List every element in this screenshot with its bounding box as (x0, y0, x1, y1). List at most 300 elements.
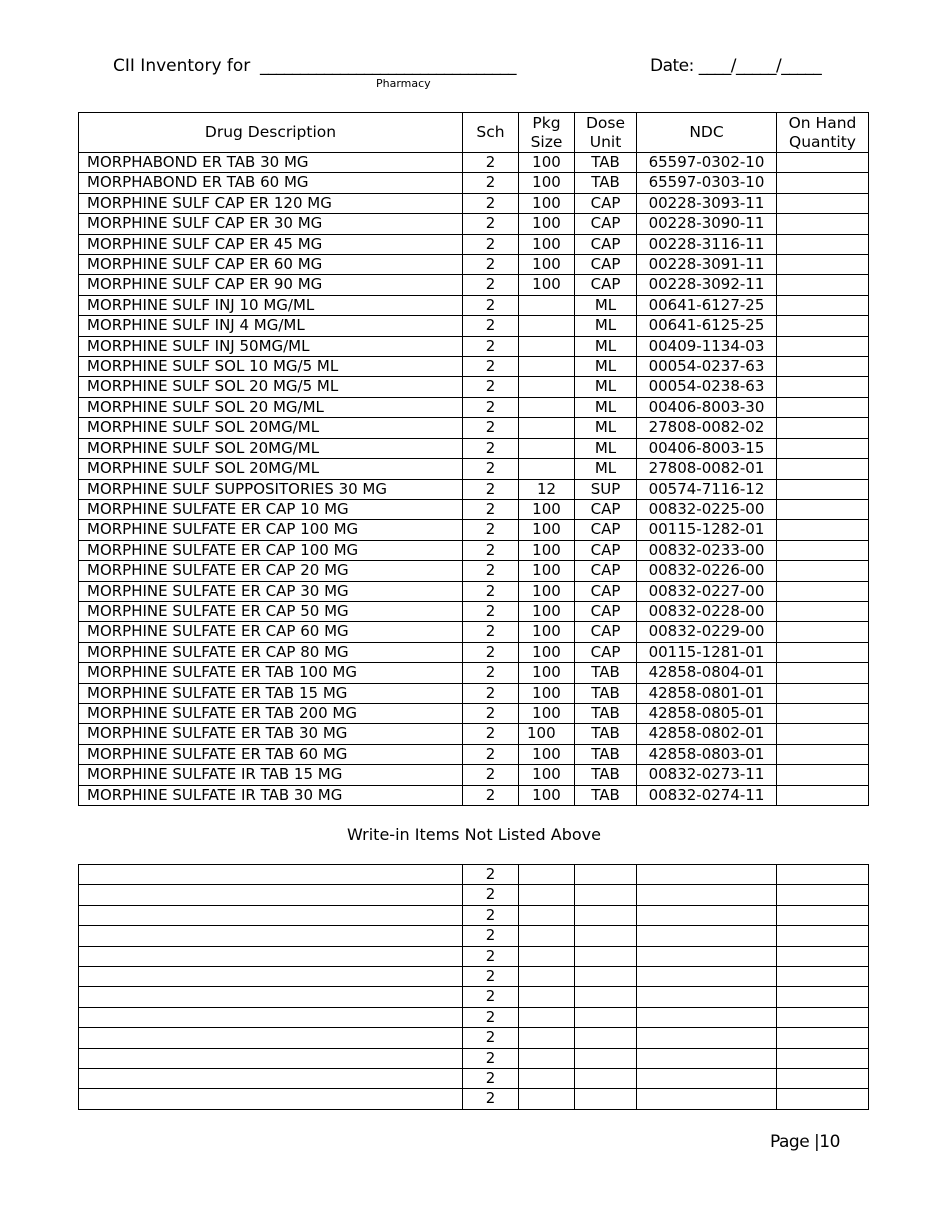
table-row (79, 173, 869, 193)
schedule-cell: 2 (463, 765, 519, 785)
dose-unit-cell: ML (575, 316, 637, 336)
writein-section-title: Write-in Items Not Listed Above (347, 825, 601, 844)
ndc-cell: 42858-0802-01 (637, 724, 777, 744)
writein-schedule-cell: 2 (463, 967, 519, 987)
drug-description-cell: MORPHINE SULFATE ER TAB 100 MG (79, 663, 463, 683)
dose-unit-cell: CAP (575, 214, 637, 234)
table-row (79, 316, 869, 336)
writein-description-cell[interactable] (79, 946, 463, 966)
ndc-cell: 00054-0238-63 (637, 377, 777, 397)
pharmacy-name-field[interactable]: ________________________________ (260, 56, 516, 76)
writein-description-cell[interactable] (79, 1007, 463, 1027)
schedule-cell: 2 (463, 459, 519, 479)
drug-description-cell: MORPHINE SULFATE ER TAB 15 MG (79, 683, 463, 703)
writein-pkg-size-cell[interactable] (519, 865, 575, 885)
dose-unit-cell: CAP (575, 193, 637, 213)
writein-pkg-size-cell[interactable] (519, 1007, 575, 1027)
table-row (79, 479, 869, 499)
writein-row (79, 1069, 869, 1089)
writein-ndc-cell[interactable] (637, 1007, 777, 1027)
writein-table (78, 864, 869, 1110)
pkg-size-cell (519, 377, 575, 397)
dose-header-line2: Unit (589, 132, 622, 151)
dose-unit-cell: SUP (575, 479, 637, 499)
dose-unit-cell: CAP (575, 581, 637, 601)
pkg-size-cell (519, 336, 575, 356)
writein-schedule-cell: 2 (463, 1048, 519, 1068)
writein-schedule-cell: 2 (463, 987, 519, 1007)
on-hand-quantity-cell[interactable] (777, 642, 869, 662)
writein-pkg-size-cell[interactable] (519, 926, 575, 946)
schedule-cell: 2 (463, 397, 519, 417)
on-hand-quantity-cell[interactable] (777, 438, 869, 458)
writein-schedule-cell: 2 (463, 1069, 519, 1089)
writein-dose-unit-cell[interactable] (575, 1069, 637, 1089)
drug-description-cell: MORPHINE SULFATE ER TAB 60 MG (79, 744, 463, 764)
writein-ndc-cell[interactable] (637, 946, 777, 966)
on-hand-quantity-cell[interactable] (777, 193, 869, 213)
schedule-cell: 2 (463, 193, 519, 213)
date-field[interactable]: Date: ____/_____/_____ (650, 56, 822, 76)
writein-quantity-cell[interactable] (777, 1007, 869, 1027)
onhand-header-line1: On Hand (788, 113, 857, 132)
pkg-size-cell: 100 (519, 214, 575, 234)
table-row (79, 581, 869, 601)
writein-row (79, 1089, 869, 1109)
drug-description-cell: MORPHINE SULFATE ER CAP 20 MG (79, 561, 463, 581)
table-row (79, 295, 869, 315)
schedule-cell: 2 (463, 663, 519, 683)
schedule-cell: 2 (463, 561, 519, 581)
pkg-size-cell (519, 316, 575, 336)
on-hand-quantity-cell[interactable] (777, 397, 869, 417)
writein-pkg-size-cell[interactable] (519, 1069, 575, 1089)
ndc-cell: 00054-0237-63 (637, 357, 777, 377)
drug-description-cell: MORPHINE SULF CAP ER 60 MG (79, 255, 463, 275)
writein-dose-unit-cell[interactable] (575, 987, 637, 1007)
table-row (79, 234, 869, 254)
writein-dose-unit-cell[interactable] (575, 905, 637, 925)
ndc-cell: 00832-0227-00 (637, 581, 777, 601)
schedule-cell: 2 (463, 255, 519, 275)
on-hand-quantity-cell[interactable] (777, 683, 869, 703)
pkg-size-cell (519, 357, 575, 377)
column-header-dose-unit (575, 113, 637, 153)
on-hand-quantity-cell[interactable] (777, 377, 869, 397)
dose-unit-cell: TAB (575, 153, 637, 173)
on-hand-quantity-cell[interactable] (777, 520, 869, 540)
pkg-header-line2: Size (530, 132, 563, 151)
ndc-cell: 27808-0082-01 (637, 459, 777, 479)
on-hand-quantity-cell[interactable] (777, 785, 869, 805)
ndc-cell: 42858-0804-01 (637, 663, 777, 683)
drug-description-cell: MORPHINE SULF INJ 10 MG/ML (79, 295, 463, 315)
ndc-cell: 42858-0805-01 (637, 703, 777, 723)
writein-row (79, 926, 869, 946)
writein-pkg-size-cell[interactable] (519, 967, 575, 987)
ndc-cell: 65597-0303-10 (637, 173, 777, 193)
pkg-size-cell: 100 (519, 561, 575, 581)
writein-quantity-cell[interactable] (777, 905, 869, 925)
on-hand-quantity-cell[interactable] (777, 601, 869, 621)
writein-row (79, 946, 869, 966)
writein-quantity-cell[interactable] (777, 946, 869, 966)
ndc-cell: 27808-0082-02 (637, 418, 777, 438)
writein-quantity-cell[interactable] (777, 967, 869, 987)
dose-unit-cell: ML (575, 295, 637, 315)
writein-dose-unit-cell[interactable] (575, 967, 637, 987)
on-hand-quantity-cell[interactable] (777, 479, 869, 499)
on-hand-quantity-cell[interactable] (777, 214, 869, 234)
onhand-header-line2: Quantity (789, 132, 856, 151)
writein-schedule-cell: 2 (463, 1089, 519, 1109)
writein-description-cell[interactable] (79, 865, 463, 885)
drug-description-cell: MORPHINE SULFATE ER CAP 10 MG (79, 499, 463, 519)
column-header-on-hand (777, 113, 869, 153)
on-hand-quantity-cell[interactable] (777, 765, 869, 785)
writein-dose-unit-cell[interactable] (575, 1007, 637, 1027)
column-header-description: Drug Description (79, 113, 463, 153)
schedule-cell: 2 (463, 601, 519, 621)
writein-description-cell[interactable] (79, 1069, 463, 1089)
writein-schedule-cell: 2 (463, 865, 519, 885)
pkg-size-cell: 100 (519, 255, 575, 275)
on-hand-quantity-cell[interactable] (777, 581, 869, 601)
dose-unit-cell: ML (575, 397, 637, 417)
writein-schedule-cell: 2 (463, 926, 519, 946)
ndc-cell: 00832-0225-00 (637, 499, 777, 519)
drug-description-cell: MORPHINE SULF SOL 20MG/ML (79, 459, 463, 479)
ndc-cell: 00228-3091-11 (637, 255, 777, 275)
writein-dose-unit-cell[interactable] (575, 926, 637, 946)
dose-unit-cell: TAB (575, 173, 637, 193)
pkg-size-cell: 100 (519, 540, 575, 560)
on-hand-quantity-cell[interactable] (777, 663, 869, 683)
on-hand-quantity-cell[interactable] (777, 173, 869, 193)
drug-description-cell: MORPHINE SULFATE IR TAB 30 MG (79, 785, 463, 805)
schedule-cell: 2 (463, 173, 519, 193)
dose-unit-cell: CAP (575, 499, 637, 519)
inventory-table (78, 112, 869, 806)
ndc-cell: 00406-8003-30 (637, 397, 777, 417)
on-hand-quantity-cell[interactable] (777, 703, 869, 723)
writein-quantity-cell[interactable] (777, 1028, 869, 1048)
writein-ndc-cell[interactable] (637, 865, 777, 885)
writein-pkg-size-cell[interactable] (519, 1028, 575, 1048)
on-hand-quantity-cell[interactable] (777, 357, 869, 377)
schedule-cell: 2 (463, 703, 519, 723)
writein-pkg-size-cell[interactable] (519, 946, 575, 966)
writein-dose-unit-cell[interactable] (575, 946, 637, 966)
on-hand-quantity-cell[interactable] (777, 622, 869, 642)
dose-unit-cell: TAB (575, 703, 637, 723)
dose-unit-cell: TAB (575, 785, 637, 805)
writein-quantity-cell[interactable] (777, 926, 869, 946)
column-header-sch: Sch (463, 113, 519, 153)
table-row (79, 153, 869, 173)
table-row (79, 785, 869, 805)
pkg-size-cell: 100 (519, 683, 575, 703)
drug-description-cell: MORPHINE SULF CAP ER 120 MG (79, 193, 463, 213)
drug-description-cell: MORPHINE SULFATE ER CAP 100 MG (79, 540, 463, 560)
table-row (79, 357, 869, 377)
writein-description-cell[interactable] (79, 967, 463, 987)
writein-description-cell[interactable] (79, 926, 463, 946)
schedule-cell: 2 (463, 234, 519, 254)
schedule-cell: 2 (463, 438, 519, 458)
table-row (79, 561, 869, 581)
writein-schedule-cell: 2 (463, 946, 519, 966)
dose-unit-cell: ML (575, 438, 637, 458)
dose-unit-cell: CAP (575, 622, 637, 642)
writein-ndc-cell[interactable] (637, 1048, 777, 1068)
drug-description-cell: MORPHINE SULFATE ER TAB 30 MG (79, 724, 463, 744)
writein-description-cell[interactable] (79, 1089, 463, 1109)
form-title: CII Inventory for (113, 56, 251, 76)
on-hand-quantity-cell[interactable] (777, 724, 869, 744)
schedule-cell: 2 (463, 479, 519, 499)
ndc-cell: 00832-0226-00 (637, 561, 777, 581)
ndc-cell: 00574-7116-12 (637, 479, 777, 499)
writein-pkg-size-cell[interactable] (519, 885, 575, 905)
dose-unit-cell: ML (575, 418, 637, 438)
on-hand-quantity-cell[interactable] (777, 744, 869, 764)
dose-unit-cell: CAP (575, 275, 637, 295)
table-row (79, 336, 869, 356)
drug-description-cell: MORPHINE SULFATE ER CAP 30 MG (79, 581, 463, 601)
table-row (79, 275, 869, 295)
dose-unit-cell: TAB (575, 724, 637, 744)
table-row (79, 193, 869, 213)
schedule-cell: 2 (463, 499, 519, 519)
table-row (79, 601, 869, 621)
pkg-size-cell: 100 (519, 275, 575, 295)
dose-unit-cell: ML (575, 459, 637, 479)
dose-unit-cell: ML (575, 377, 637, 397)
pkg-size-cell (519, 295, 575, 315)
pkg-size-cell (519, 459, 575, 479)
ndc-cell: 00832-0228-00 (637, 601, 777, 621)
table-row (79, 622, 869, 642)
table-row (79, 499, 869, 519)
drug-description-cell: MORPHINE SULF SOL 20MG/ML (79, 418, 463, 438)
dose-unit-cell: CAP (575, 520, 637, 540)
pkg-size-cell: 100 (519, 663, 575, 683)
writein-dose-unit-cell[interactable] (575, 865, 637, 885)
pkg-size-cell: 100 (519, 601, 575, 621)
ndc-cell: 00115-1282-01 (637, 520, 777, 540)
writein-ndc-cell[interactable] (637, 1089, 777, 1109)
ndc-cell: 00832-0233-00 (637, 540, 777, 560)
drug-description-cell: MORPHINE SULF SUPPOSITORIES 30 MG (79, 479, 463, 499)
writein-ndc-cell[interactable] (637, 905, 777, 925)
on-hand-quantity-cell[interactable] (777, 418, 869, 438)
table-row (79, 642, 869, 662)
writein-pkg-size-cell[interactable] (519, 905, 575, 925)
on-hand-quantity-cell[interactable] (777, 153, 869, 173)
table-row (79, 459, 869, 479)
schedule-cell: 2 (463, 744, 519, 764)
dose-unit-cell: TAB (575, 683, 637, 703)
ndc-cell: 00228-3093-11 (637, 193, 777, 213)
writein-quantity-cell[interactable] (777, 987, 869, 1007)
pkg-size-cell: 100 (519, 622, 575, 642)
pkg-size-cell (519, 397, 575, 417)
schedule-cell: 2 (463, 785, 519, 805)
writein-description-cell[interactable] (79, 885, 463, 905)
writein-dose-unit-cell[interactable] (575, 1089, 637, 1109)
drug-description-cell: MORPHINE SULF INJ 4 MG/ML (79, 316, 463, 336)
dose-unit-cell: TAB (575, 765, 637, 785)
pkg-size-cell: 12 (519, 479, 575, 499)
table-row (79, 663, 869, 683)
writein-row (79, 1028, 869, 1048)
schedule-cell: 2 (463, 214, 519, 234)
table-row (79, 724, 869, 744)
writein-pkg-size-cell[interactable] (519, 987, 575, 1007)
pharmacy-label: Pharmacy (376, 77, 431, 90)
drug-description-cell: MORPHABOND ER TAB 30 MG (79, 153, 463, 173)
pkg-size-cell: 100 (519, 173, 575, 193)
on-hand-quantity-cell[interactable] (777, 336, 869, 356)
dose-unit-cell: ML (575, 357, 637, 377)
on-hand-quantity-cell[interactable] (777, 499, 869, 519)
ndc-cell: 00641-6127-25 (637, 295, 777, 315)
writein-ndc-cell[interactable] (637, 1028, 777, 1048)
pkg-size-cell: 100 (519, 581, 575, 601)
dose-unit-cell: CAP (575, 234, 637, 254)
drug-description-cell: MORPHINE SULFATE ER CAP 50 MG (79, 601, 463, 621)
drug-description-cell: MORPHINE SULF SOL 20 MG/ML (79, 397, 463, 417)
schedule-cell: 2 (463, 357, 519, 377)
on-hand-quantity-cell[interactable] (777, 275, 869, 295)
writein-quantity-cell[interactable] (777, 885, 869, 905)
on-hand-quantity-cell[interactable] (777, 234, 869, 254)
drug-description-cell: MORPHINE SULF SOL 20 MG/5 ML (79, 377, 463, 397)
ndc-cell: 65597-0302-10 (637, 153, 777, 173)
writein-ndc-cell[interactable] (637, 967, 777, 987)
writein-quantity-cell[interactable] (777, 1089, 869, 1109)
writein-pkg-size-cell[interactable] (519, 1089, 575, 1109)
on-hand-quantity-cell[interactable] (777, 316, 869, 336)
pkg-size-cell (519, 438, 575, 458)
table-header-row (79, 113, 869, 153)
drug-description-cell: MORPHINE SULFATE ER CAP 100 MG (79, 520, 463, 540)
writein-description-cell[interactable] (79, 905, 463, 925)
writein-row (79, 987, 869, 1007)
schedule-cell: 2 (463, 540, 519, 560)
drug-description-cell: MORPHINE SULFATE ER CAP 60 MG (79, 622, 463, 642)
schedule-cell: 2 (463, 418, 519, 438)
table-row (79, 418, 869, 438)
dose-unit-cell: CAP (575, 642, 637, 662)
writein-ndc-cell[interactable] (637, 987, 777, 1007)
ndc-cell: 00115-1281-01 (637, 642, 777, 662)
ndc-cell: 00228-3116-11 (637, 234, 777, 254)
table-row (79, 703, 869, 723)
table-row (79, 520, 869, 540)
drug-description-cell: MORPHINE SULFATE ER TAB 200 MG (79, 703, 463, 723)
schedule-cell: 2 (463, 520, 519, 540)
pkg-size-cell: 100 (519, 642, 575, 662)
dose-unit-cell: ML (575, 336, 637, 356)
pkg-size-cell: 100 (519, 153, 575, 173)
writein-schedule-cell: 2 (463, 1028, 519, 1048)
writein-dose-unit-cell[interactable] (575, 1048, 637, 1068)
ndc-cell: 00228-3092-11 (637, 275, 777, 295)
ndc-cell: 00641-6125-25 (637, 316, 777, 336)
writein-row (79, 1007, 869, 1027)
on-hand-quantity-cell[interactable] (777, 561, 869, 581)
ndc-cell: 00406-8003-15 (637, 438, 777, 458)
schedule-cell: 2 (463, 336, 519, 356)
table-row (79, 540, 869, 560)
pkg-header-line1: Pkg (532, 113, 561, 132)
drug-description-cell: MORPHINE SULF CAP ER 90 MG (79, 275, 463, 295)
table-row (79, 377, 869, 397)
drug-description-cell: MORPHINE SULFATE ER CAP 80 MG (79, 642, 463, 662)
pkg-size-cell: 100 (519, 744, 575, 764)
page-number: Page |10 (770, 1132, 840, 1152)
writein-schedule-cell: 2 (463, 885, 519, 905)
ndc-cell: 42858-0801-01 (637, 683, 777, 703)
on-hand-quantity-cell[interactable] (777, 255, 869, 275)
drug-description-cell: MORPHINE SULF SOL 10 MG/5 ML (79, 357, 463, 377)
writein-ndc-cell[interactable] (637, 1069, 777, 1089)
writein-pkg-size-cell[interactable] (519, 1048, 575, 1068)
ndc-cell: 00228-3090-11 (637, 214, 777, 234)
column-header-pkg-size (519, 113, 575, 153)
writein-quantity-cell[interactable] (777, 865, 869, 885)
writein-description-cell[interactable] (79, 987, 463, 1007)
on-hand-quantity-cell[interactable] (777, 540, 869, 560)
writein-row (79, 885, 869, 905)
schedule-cell: 2 (463, 295, 519, 315)
table-row (79, 438, 869, 458)
writein-description-cell[interactable] (79, 1028, 463, 1048)
pkg-size-cell (519, 418, 575, 438)
writein-quantity-cell[interactable] (777, 1048, 869, 1068)
schedule-cell: 2 (463, 377, 519, 397)
table-row (79, 255, 869, 275)
schedule-cell: 2 (463, 581, 519, 601)
ndc-cell: 00832-0273-11 (637, 765, 777, 785)
dose-unit-cell: CAP (575, 561, 637, 581)
table-row (79, 744, 869, 764)
drug-description-cell: MORPHINE SULF CAP ER 45 MG (79, 234, 463, 254)
writein-schedule-cell: 2 (463, 1007, 519, 1027)
writein-description-cell[interactable] (79, 1048, 463, 1068)
drug-description-cell: MORPHINE SULF SOL 20MG/ML (79, 438, 463, 458)
writein-quantity-cell[interactable] (777, 1069, 869, 1089)
ndc-cell: 00832-0229-00 (637, 622, 777, 642)
writein-dose-unit-cell[interactable] (575, 1028, 637, 1048)
dose-unit-cell: TAB (575, 663, 637, 683)
writein-dose-unit-cell[interactable] (575, 885, 637, 905)
schedule-cell: 2 (463, 642, 519, 662)
ndc-cell: 00409-1134-03 (637, 336, 777, 356)
writein-row (79, 905, 869, 925)
dose-unit-cell: TAB (575, 744, 637, 764)
on-hand-quantity-cell[interactable] (777, 459, 869, 479)
drug-description-cell: MORPHINE SULF INJ 50MG/ML (79, 336, 463, 356)
dose-unit-cell: CAP (575, 255, 637, 275)
writein-ndc-cell[interactable] (637, 926, 777, 946)
table-row (79, 683, 869, 703)
schedule-cell: 2 (463, 275, 519, 295)
on-hand-quantity-cell[interactable] (777, 295, 869, 315)
writein-ndc-cell[interactable] (637, 885, 777, 905)
